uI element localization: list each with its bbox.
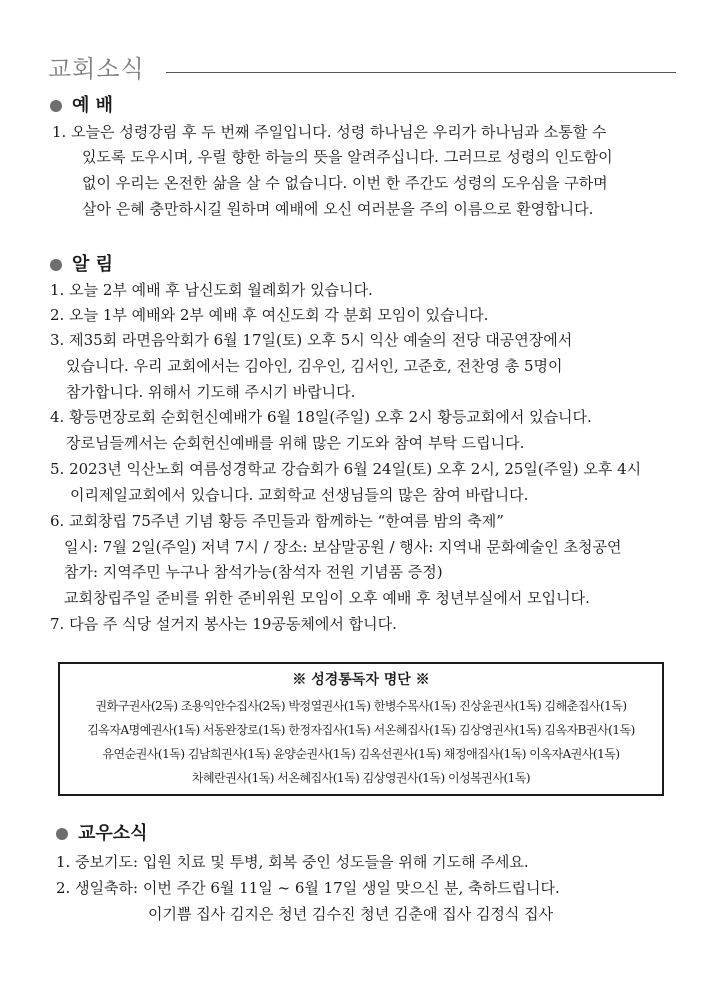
page-header [48,52,676,86]
readers-line: 유연순권사(1독) 김남희권사(1독) 윤양순권사(1독) 김옥선권사(1독) 채정애집사(1독) 이옥자A권사(1독) [102,747,620,761]
bullet-dot-icon [56,828,68,840]
section-heading-notices [50,253,113,277]
worship-line: 없이 우리는 온전한 삶을 살 수 없습니다. 이번 한 주간도 성령의 도우심을 구하며 [82,174,608,192]
members-heading-text: 교우소식 [78,823,148,844]
bullet-dot-icon [50,259,62,271]
notice-line: 2. 오늘 1부 예배와 2부 예배 후 여신도회 각 분회 모임이 있습니다. [50,306,489,324]
worship-heading-text: 예 배 [72,95,114,116]
notice-line: 참가합니다. 위해서 기도해 주시기 바랍니다. [66,383,356,401]
members-line: 1. 중보기도: 입원 치료 및 투병, 회복 중인 성도들을 위해 기도해 주세요. [56,853,529,871]
page-title: 교회소식 [48,55,145,83]
notice-line: 교회창립주일 준비를 위한 준비위원 모임이 오후 예배 후 청년부실에서 모입니다. [64,589,590,607]
readers-line: 차혜란권사(1독) 서온혜집사(1독) 김상영권사(1독) 이성복권사(1독) [191,771,531,785]
readers-line: 권화구권사(2독) 조용익안수집사(2독) 박정열권사(1독) 한병수목사(1독) 진상윤권사(1독) 김해춘집사(1독) [95,699,627,713]
section-heading-members [56,822,148,846]
notice-line: 3. 제35회 라면음악회가 6월 17일(토) 오후 5시 익산 예술의 전당 대공연장에서 [50,331,573,349]
notice-line: 일시: 7월 2일(주일) 저녁 7시 / 장소: 보삼말공원 / 행사: 지역내 문화예술인 초청공연 [64,538,622,556]
worship-line: 살아 은혜 충만하시길 원하며 예배에 오신 여러분을 주의 이름으로 환영합니다. [82,200,594,218]
notice-line: 참가: 지역주민 누구나 참석가능(참석자 전원 기념품 증정) [64,563,443,581]
bullet-dot-icon [50,100,62,112]
notice-line: 장로님들께서는 순회헌신예배를 위해 많은 기도와 참여 부탁 드립니다. [66,434,525,452]
worship-line: 있도록 도우시며, 우릴 향한 하늘의 뜻을 알려주십니다. 그러므로 성령의 인도함이 [82,148,613,166]
notice-line: 7. 다음 주 식당 설거지 봉사는 19공동체에서 합니다. [50,615,397,633]
notice-line: 4. 황등면장로회 순회헌신예배가 6월 18일(주일) 오후 2시 황등교회에서 있습니다. [50,408,592,426]
notice-line: 1. 오늘 2부 예배 후 남신도회 월례회가 있습니다. [50,281,373,299]
worship-line: 1. 오늘은 성령강림 후 두 번째 주일입니다. 성령 하나님은 우리가 하나님과 소통할 수 [52,123,607,141]
members-line: 이기쁨 집사 김지은 청년 김수진 청년 김춘애 집사 김정식 집사 [148,905,554,923]
notices-heading-text: 알 림 [72,254,114,275]
readers-line: 김옥자A명예권사(1독) 서동완장로(1독) 한정자집사(1독) 서온혜집사(1독) 김상영권사(1독) 김옥자B권사(1독) [87,723,635,737]
header-divider [166,72,676,73]
notice-line: 6. 교회창립 75주년 기념 황등 주민들과 함께하는 “한여름 밤의 축제” [50,512,504,530]
notice-line: 있습니다. 우리 교회에서는 김아인, 김우인, 김서인, 고준호, 전찬영 총 5명이 [66,357,563,375]
readers-box-title: ※ 성경통독자 명단 ※ [292,672,430,688]
members-line: 2. 생일축하: 이번 주간 6월 11일 ~ 6월 17일 생일 맞으신 분, 축하드립니다. [56,879,560,897]
section-heading-worship [50,94,113,118]
notice-line: 이리제일교회에서 있습니다. 교회학교 선생님들의 많은 참여 바랍니다. [70,486,529,504]
notice-line: 5. 2023년 익산노회 여름성경학교 강습회가 6월 24일(토) 오후 2시, 25일(주일) 오후 4시 [50,460,642,478]
bible-readers-box [58,662,664,796]
